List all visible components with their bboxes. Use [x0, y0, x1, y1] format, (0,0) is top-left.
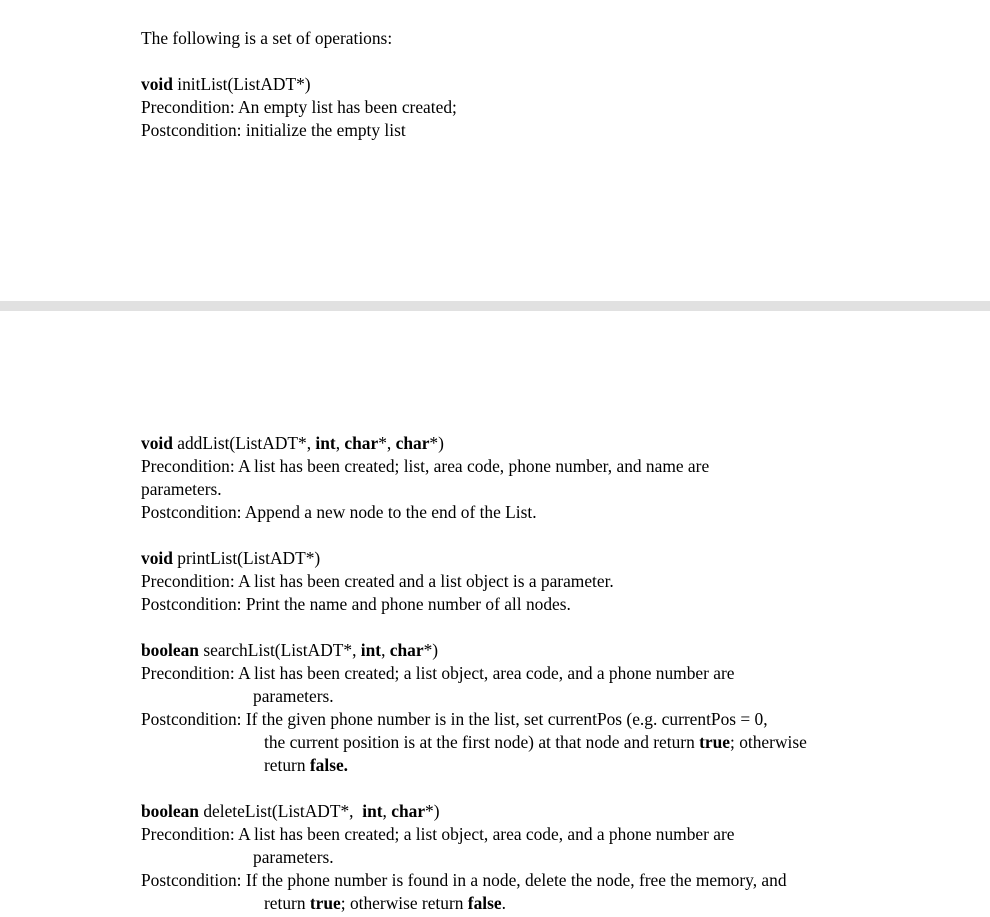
deletelist-precondition-line1: Precondition: A list has been created; a list object, area code, and a phone number are: [141, 824, 735, 844]
deletelist-postcondition-line1: Postcondition: If the phone number is found in a node, delete the node, free the memory, and: [141, 870, 787, 890]
addlist-signature: void addList(ListADT*, int, char*, char*): [141, 433, 444, 453]
addlist-precondition-line1: Precondition: A list has been created; list, area code, phone number, and name are: [141, 456, 710, 476]
deletelist-signature: boolean deleteList(ListADT*, int, char*): [141, 801, 440, 821]
document-page-1: [0, 0, 990, 301]
printlist-postcondition: Postcondition: Print the name and phone number of all nodes.: [141, 594, 571, 614]
initlist-precondition: Precondition: An empty list has been created;: [141, 97, 457, 117]
searchlist-precondition-line1: Precondition: A list has been created; a list object, area code, and a phone number are: [141, 663, 735, 683]
searchlist-precondition-line2: parameters.: [253, 686, 334, 706]
deletelist-precondition-line2: parameters.: [253, 847, 334, 867]
deletelist-postcondition-line2: return true; otherwise return false.: [264, 893, 506, 913]
initlist-postcondition: Postcondition: initialize the empty list: [141, 120, 406, 140]
document-page-2: [0, 311, 990, 917]
searchlist-postcondition-line3: return false.: [264, 755, 349, 775]
initlist-signature: void initList(ListADT*): [141, 74, 311, 94]
searchlist-postcondition-line2: the current position is at the first node) at that node and return true; otherwise: [264, 732, 807, 752]
searchlist-postcondition-line1: Postcondition: If the given phone number is in the list, set currentPos (e.g. currentPos = 0,: [141, 709, 768, 729]
printlist-precondition: Precondition: A list has been created and a list object is a parameter.: [141, 571, 614, 591]
printlist-signature: void printList(ListADT*): [141, 548, 321, 568]
searchlist-signature: boolean searchList(ListADT*, int, char*): [141, 640, 439, 660]
addlist-postcondition: Postcondition: Append a new node to the end of the List.: [141, 502, 537, 522]
page-separator: [0, 301, 990, 311]
addlist-precondition-line2: parameters.: [141, 479, 222, 499]
intro-text: The following is a set of operations:: [141, 28, 393, 48]
